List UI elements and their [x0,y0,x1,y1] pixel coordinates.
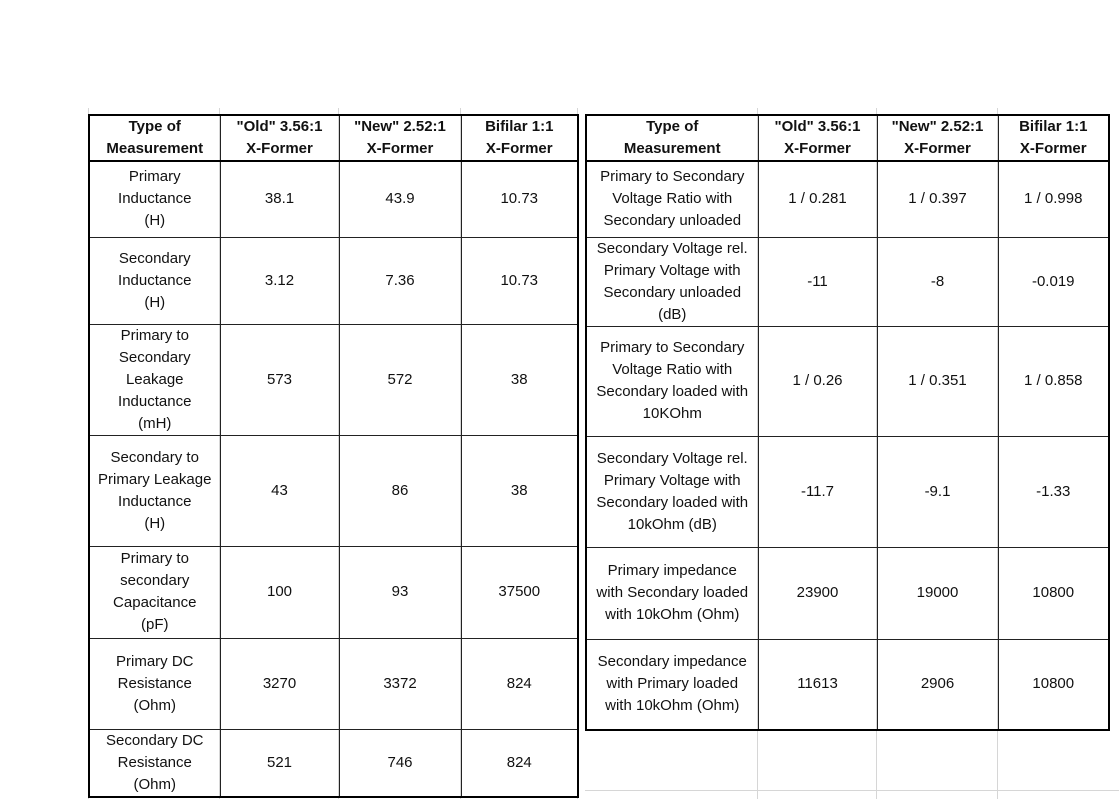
cell-old[interactable]: 23900 [758,547,877,639]
table-row [586,237,1109,326]
cell-bifilar[interactable]: 824 [461,638,578,729]
cell-new[interactable]: 572 [339,324,461,435]
row-label[interactable]: Primary to Secondary Leakage Inductance (mH) [89,324,220,435]
cell-old[interactable]: 43 [220,435,339,546]
cell-new[interactable]: 86 [339,435,461,546]
cell-new[interactable]: 19000 [877,547,998,639]
table-row [89,161,578,237]
cell-bifilar[interactable]: -0.019 [998,237,1109,326]
row-label[interactable]: Secondary impedance with Primary loaded with 10kOhm (Ohm) [586,639,758,730]
cell-bifilar[interactable]: 37500 [461,546,578,638]
cell-bifilar[interactable]: 10800 [998,547,1109,639]
row-label[interactable]: Secondary DC Resistance (Ohm) [89,729,220,797]
row-label[interactable]: Primary DC Resistance (Ohm) [89,638,220,729]
row-label[interactable]: Primary impedance with Secondary loaded with 10kOhm (Ohm) [586,547,758,639]
header-old[interactable]: "Old" 3.56:1 X-Former [758,115,877,161]
cell-new[interactable]: 7.36 [339,237,461,324]
header-new[interactable]: "New" 2.52:1 X-Former [339,115,461,161]
table-row [586,547,1109,639]
table-row [586,639,1109,730]
cell-old[interactable]: 100 [220,546,339,638]
table-row [89,237,578,324]
header-bifilar[interactable]: Bifilar 1:1 X-Former [461,115,578,161]
cell-old[interactable]: 1 / 0.281 [758,161,877,237]
table-header-row [89,115,578,161]
cell-new[interactable]: -8 [877,237,998,326]
row-label[interactable]: Secondary Voltage rel. Primary Voltage with Secondary unloaded (dB) [586,237,758,326]
cell-new[interactable]: 746 [339,729,461,797]
table-row [586,326,1109,436]
row-label[interactable]: Primary Inductance (H) [89,161,220,237]
header-bifilar[interactable]: Bifilar 1:1 X-Former [998,115,1109,161]
table-row [89,729,578,797]
cell-new[interactable]: 3372 [339,638,461,729]
cell-new[interactable]: 93 [339,546,461,638]
header-old[interactable]: "Old" 3.56:1 X-Former [220,115,339,161]
cell-bifilar[interactable]: 38 [461,324,578,435]
cell-old[interactable]: 1 / 0.26 [758,326,877,436]
row-label[interactable]: Secondary to Primary Leakage Inductance (H) [89,435,220,546]
table-row [89,324,578,435]
right-measurement-table [585,114,1110,731]
table-row [89,435,578,546]
cell-new[interactable]: 1 / 0.351 [877,326,998,436]
cell-old[interactable]: 38.1 [220,161,339,237]
row-label[interactable]: Secondary Inductance (H) [89,237,220,324]
cell-bifilar[interactable]: -1.33 [998,436,1109,547]
header-type[interactable]: Type of Measurement [89,115,220,161]
cell-new[interactable]: 1 / 0.397 [877,161,998,237]
row-label[interactable]: Secondary Voltage rel. Primary Voltage with Secondary loaded with 10kOhm (dB) [586,436,758,547]
header-type[interactable]: Type of Measurement [586,115,758,161]
table-row [89,638,578,729]
cell-bifilar[interactable]: 1 / 0.858 [998,326,1109,436]
cell-bifilar[interactable]: 10800 [998,639,1109,730]
header-new[interactable]: "New" 2.52:1 X-Former [877,115,998,161]
row-label[interactable]: Primary to Secondary Voltage Ratio with Secondary unloaded [586,161,758,237]
table-row [586,161,1109,237]
cell-bifilar[interactable]: 824 [461,729,578,797]
sheet-gridline [585,790,1119,791]
cell-old[interactable]: -11.7 [758,436,877,547]
row-label[interactable]: Primary to Secondary Voltage Ratio with Secondary loaded with 10KOhm [586,326,758,436]
table-row [89,546,578,638]
cell-bifilar[interactable]: 10.73 [461,161,578,237]
cell-old[interactable]: -11 [758,237,877,326]
row-label[interactable]: Primary to secondary Capacitance (pF) [89,546,220,638]
cell-new[interactable]: 43.9 [339,161,461,237]
cell-old[interactable]: 3270 [220,638,339,729]
cell-bifilar[interactable]: 38 [461,435,578,546]
table-header-row [586,115,1109,161]
cell-old[interactable]: 3.12 [220,237,339,324]
cell-new[interactable]: 2906 [877,639,998,730]
cell-old[interactable]: 521 [220,729,339,797]
cell-bifilar[interactable]: 10.73 [461,237,578,324]
table-row [586,436,1109,547]
cell-bifilar[interactable]: 1 / 0.998 [998,161,1109,237]
left-measurement-table [88,114,579,798]
cell-old[interactable]: 573 [220,324,339,435]
cell-old[interactable]: 11613 [758,639,877,730]
cell-new[interactable]: -9.1 [877,436,998,547]
